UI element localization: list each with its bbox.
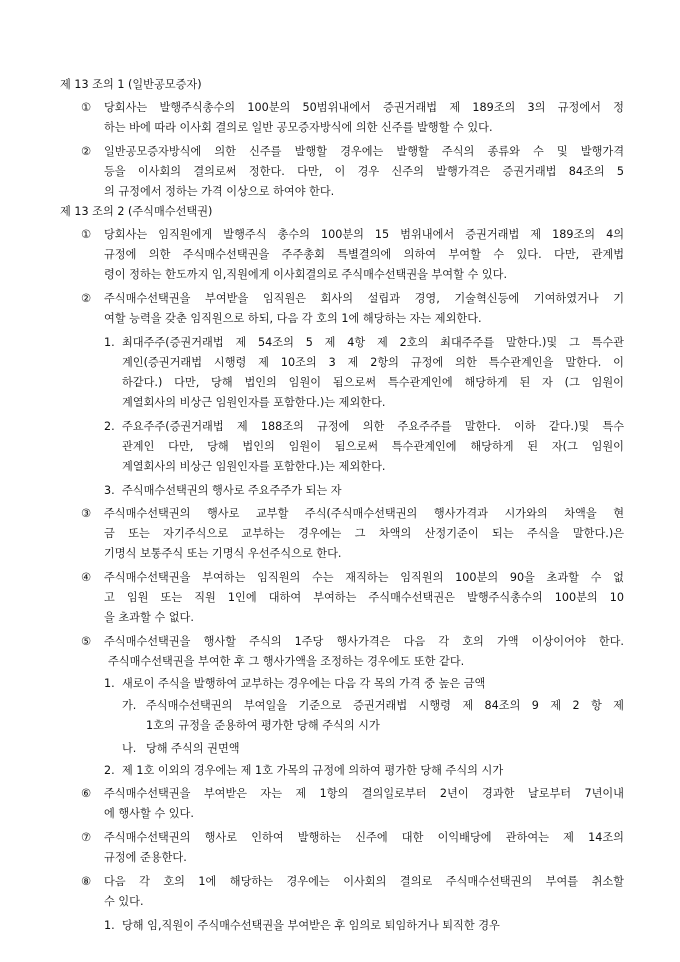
paragraph-line: 당회사는 발행주식총수의 100분의 50범위내에서 증권거래법 제 189조의 3의 규정에서 정 xyxy=(104,101,624,114)
paragraph-line: 기명식 보통주식 또는 기명식 우선주식으로 한다. xyxy=(104,547,342,560)
item-line: 새로이 주식을 발행하여 교부하는 경우에는 다음 각 목의 가격 중 높은 금액 xyxy=(122,677,486,690)
paragraph-line: 고 임원 또는 직원 1인에 대하여 부여하는 주식매수선택권은 발행주식총수의 100분의 10 xyxy=(104,591,624,604)
paragraph-line: 수 있다. xyxy=(104,895,144,908)
paragraph-line: 주식매수선택권을 부여받을 임직원은 회사의 설립과 경영, 기술혁신등에 기여하였거나 기 xyxy=(104,292,624,305)
paragraph-line: 일반공모증자방식에 의한 신주를 발행할 경우에는 발행할 주식의 종류와 수 및 발행가격 xyxy=(104,145,624,158)
paragraph-marker: ⑦ xyxy=(81,831,92,844)
item-line: 하같다.) 다만, 당해 법인의 임원이 됨으로써 특수관계인에 해당하게 된 자 (그 임원이 xyxy=(122,376,624,389)
paragraph-line: 주식매수선택권을 부여받은 자는 제 1항의 결의일로부터 2년이 경과한 날로부터 7년이내 xyxy=(104,787,624,800)
sub-item-line: 1호의 규정을 준용하여 평가한 당해 주식의 시가 xyxy=(146,719,380,732)
item-line: 제 1호 이외의 경우에는 제 1호 가목의 규정에 의하여 평가한 당해 주식의 시가 xyxy=(122,764,504,777)
paragraph-line: 주식매수선택권의 행사로 인하여 발행하는 신주에 대한 이익배당에 관하여는 제 14조의 xyxy=(104,831,624,844)
item-line: 최대주주(증권거래법 제 54조의 5 제 4항 제 2호의 최대주주를 말한다.)및 그 특수관 xyxy=(122,336,624,349)
item-line: 계열회사의 비상근 임원인자를 포함한다.)는 제외한다. xyxy=(122,460,386,473)
paragraph-marker: ⑧ xyxy=(81,875,92,888)
paragraph-line: 령이 정하는 한도까지 임,직원에게 이사회결의로 주식매수선택권을 부여할 수 있다. xyxy=(104,268,508,281)
paragraph-line: 다음 각 호의 1에 해당하는 경우에는 이사회의 결의로 주식매수선택권의 부여를 취소할 xyxy=(104,875,624,888)
paragraph-marker: ④ xyxy=(81,571,92,584)
item-number: 2. xyxy=(104,764,115,777)
paragraph-marker: ① xyxy=(81,228,92,241)
item-line: 관계인 다만, 당해 법인의 임원이 됨으로써 특수관계인에 해당하게 된 자(그 임원이 xyxy=(122,440,624,453)
paragraph-line: 금 또는 자기주식으로 교부하는 경우에는 그 차액의 산정기준이 되는 주식을 말한다.)은 xyxy=(104,527,624,540)
paragraph-marker: ③ xyxy=(81,507,92,520)
item-line: 주요주주(증권거래법 제 188조의 규정에 의한 주요주주를 말한다. 이하 같다.)및 특수 xyxy=(122,420,624,433)
paragraph-line: 하는 바에 따라 이사회 결의로 일반 공모증자방식에 의한 신주를 발행할 수 있다. xyxy=(104,121,493,134)
paragraph-line: 을 초과할 수 없다. xyxy=(104,611,194,624)
paragraph-line: 당회사는 임직원에게 발행주식 총수의 100분의 15 범위내에서 증권거래법 제 189조의 4의 xyxy=(104,228,624,241)
sub-item-line: 주식매수선택권의 부여일을 기준으로 증권거래법 시행령 제 84조의 9 제 2 항 제 xyxy=(146,699,624,712)
item-number: 1. xyxy=(104,677,115,690)
sub-item-marker: 나. xyxy=(122,742,137,755)
paragraph-marker: ① xyxy=(81,101,92,114)
paragraph-line: 규정에 의한 주식매수선택권을 주주총회 특별결의에 의하여 부여할 수 있다. 다만, 관계법 xyxy=(104,248,624,261)
paragraph-line: 주식매수선택권을 행사할 주식의 1주당 행사가격은 다음 각 호의 가액 이상이어야 한다. xyxy=(104,635,624,648)
paragraph-line: 에 행사할 수 있다. xyxy=(104,807,194,820)
item-number: 1. xyxy=(104,336,115,349)
paragraph-line: 주식매수선택권의 행사로 교부할 주식(주식매수선택권의 행사가격과 시가와의 차액을 현 xyxy=(104,507,624,520)
item-line: 계인(증권거래법 시행령 제 10조의 3 제 2항의 규정에 의한 특수관계인을 말한다. 이 xyxy=(122,356,624,369)
paragraph-line: 여할 능력을 갖춘 임직원으로 하되, 다음 각 호의 1에 해당하는 자는 제외한다. xyxy=(104,312,482,325)
paragraph-line: 규정에 준용한다. xyxy=(104,851,187,864)
paragraph-marker: ⑤ xyxy=(81,635,92,648)
article-13-2-heading: 제 13 조의 2 (주식매수선택권) xyxy=(60,205,213,218)
item-number: 2. xyxy=(104,420,115,433)
paragraph-line: 주식매수선택권을 부여하는 임직원의 수는 재직하는 임직원의 100분의 90을 초과할 수 없 xyxy=(104,571,624,584)
paragraph-line: 의 규정에서 정하는 가격 이상으로 하여야 한다. xyxy=(104,185,335,198)
item-number: 1. xyxy=(104,919,115,932)
article-13-1-heading: 제 13 조의 1 (일반공모증자) xyxy=(60,78,202,91)
item-line: 계열회사의 비상근 임원인자를 포함한다.)는 제외한다. xyxy=(122,396,386,409)
sub-item-line: 당해 주식의 권면액 xyxy=(146,742,240,755)
item-number: 3. xyxy=(104,484,115,497)
item-line: 당해 임,직원이 주식매수선택권을 부여받은 후 임의로 퇴임하거나 퇴직한 경우 xyxy=(122,919,500,932)
paragraph-line: 등을 이사회의 결의로써 정한다. 다만, 이 경우 신주의 발행가격은 증권거래법 84조의 5 xyxy=(104,165,624,178)
paragraph-line: 주식매수선택권을 부여한 후 그 행사가액을 조정하는 경우에도 또한 같다. xyxy=(108,655,465,668)
paragraph-marker: ② xyxy=(81,292,92,305)
paragraph-marker: ⑥ xyxy=(81,787,92,800)
sub-item-marker: 가. xyxy=(122,699,137,712)
item-line: 주식매수선택권의 행사로 주요주주가 되는 자 xyxy=(122,484,342,497)
paragraph-marker: ② xyxy=(81,145,92,158)
